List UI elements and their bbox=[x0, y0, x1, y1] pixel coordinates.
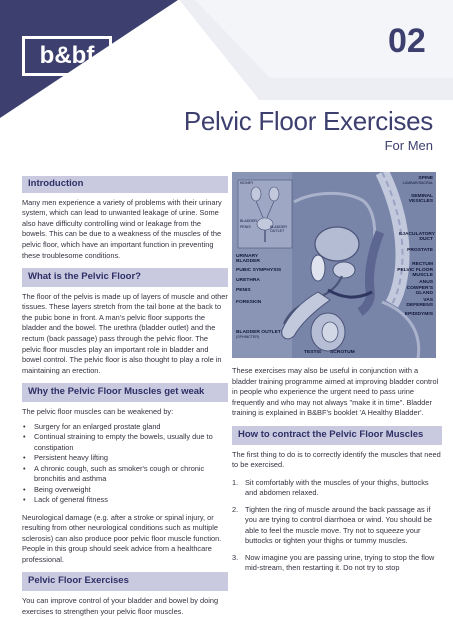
why-bullet-list bbox=[22, 422, 228, 506]
list-item: • Continual straining to empty the bowels, usually due to constipation bbox=[22, 432, 228, 453]
label-kidney: KIDNEY bbox=[240, 181, 254, 185]
label-scrotum: SCROTUM bbox=[330, 350, 355, 355]
label-epididymis: EPIDIDYMIS bbox=[404, 312, 433, 317]
label-anus: ANUS bbox=[419, 280, 433, 285]
label-prostate: PROSTATE bbox=[407, 248, 433, 253]
step-text: Now imagine you are passing urine, trying to stop the flow mid-stream, then restarting it. Do not try to stop bbox=[245, 552, 435, 573]
list-item bbox=[232, 505, 442, 547]
label-foreskin: FORESKIN bbox=[236, 300, 262, 305]
step-number: 3. bbox=[232, 552, 239, 562]
page-header bbox=[0, 0, 453, 160]
how-heading: How to contract the Pelvic Floor Muscles bbox=[232, 426, 442, 445]
pelvic-anatomy-illustration bbox=[232, 172, 436, 358]
list-item bbox=[232, 478, 442, 499]
leaflet-number: 02 bbox=[388, 22, 426, 60]
label-bladder-small: BLADDER bbox=[240, 219, 257, 223]
why-heading: Why the Pelvic Floor Muscles get weak bbox=[22, 383, 228, 402]
label-spine: SPINE bbox=[418, 176, 433, 181]
left-column bbox=[22, 176, 228, 624]
label-penis: PENIS bbox=[236, 288, 251, 293]
right-column bbox=[232, 172, 442, 580]
exercises-heading: Pelvic Floor Exercises bbox=[22, 572, 228, 591]
label-seminal-vesicles: SEMINAL VESICLES bbox=[408, 194, 433, 205]
list-item: • Being overweight bbox=[22, 485, 228, 496]
label-bladder-outlet-text: BLADDER OUTLET bbox=[236, 330, 281, 335]
label-bladder-outlet bbox=[236, 330, 286, 340]
label-spine-sub: LUMBAR/SACRAL bbox=[402, 181, 433, 185]
list-item: • Lack of general fitness bbox=[22, 495, 228, 506]
step-number: 1. bbox=[232, 477, 239, 487]
list-item bbox=[232, 553, 442, 574]
label-pelvic-floor-muscle: PELVIC FLOOR MUSCLE bbox=[397, 268, 433, 279]
page-title: Pelvic Floor Exercises bbox=[183, 106, 433, 136]
page-subtitle: For Men bbox=[384, 138, 433, 153]
label-bladder-outlet-small: BLADDER OUTLET bbox=[270, 225, 287, 233]
what-heading: What is the Pelvic Floor? bbox=[22, 268, 228, 287]
label-bladder-outlet-sub: (SPHINCTER) bbox=[236, 335, 260, 340]
list-item: • Surgery for an enlarged prostate gland bbox=[22, 422, 228, 433]
what-text: The floor of the pelvis is made up of layers of muscle and other tissues. These layers stretch from the tail bone at the back to the pubic bone in front. A man's pelvic floor supports the bladder and the bowel. The urethra (bladder outlet) and the rectum (back passage) pass through the pelvic floor. The pelvic floor muscles play an important role in bladder and bowel control. The pelvic floor is also thought to play a role in maintaining an erection. bbox=[22, 291, 228, 375]
label-ejaculatory-duct: EJACULATORY DUCT bbox=[399, 232, 436, 243]
why-intro: The pelvic floor muscles can be weakened by: bbox=[22, 406, 174, 416]
step-text: Tighten the ring of muscle around the back passage as if you are trying to control diarrhoea or wind. You should be able to feel the muscle move. Try not to squeeze your buttocks or tighten your thighs or tummy muscles. bbox=[245, 504, 432, 546]
intro-heading: Introduction bbox=[22, 176, 228, 193]
why-text: Neurological damage (e.g. after a stroke or spinal injury, or resulting from other neurological conditions such as multiple sclerosis) can also produce poor pelvic floor muscle function. People in this group should seek advice from a healthcare professional. bbox=[22, 512, 222, 564]
label-rectum: RECTUM bbox=[412, 262, 433, 267]
label-vas-deferens: VAS DEFERENS bbox=[406, 298, 433, 309]
bladder-training-text: These exercises may also be useful in conjunction with a bladder training programme aimed at improving bladder control in people who experience the urgent need to pass urine frequently and who may not always "make it in time". Bladder training is explained in B&BF's booklet 'A Healthy Bladder'. bbox=[232, 366, 439, 418]
how-steps-list bbox=[232, 478, 442, 574]
list-item: • A chronic cough, such as smoker's cough or chronic bronchitis and asthma bbox=[22, 464, 228, 485]
list-item: • Persistent heavy lifting bbox=[22, 453, 228, 464]
how-intro: The first thing to do is to correctly identify the muscles that need to be exercised. bbox=[232, 449, 441, 470]
exercises-text: You can improve control of your bladder and bowel by doing exercises to strengthen your pelvic floor muscles. bbox=[22, 596, 219, 616]
label-urethra: URETHRA bbox=[236, 278, 260, 283]
label-cowpers-gland: COWPER'S GLAND bbox=[406, 286, 433, 297]
label-testis: TESTIS bbox=[304, 350, 322, 355]
intro-text: Many men experience a variety of problems with their urinary system, which can lead to unwanted leakage of urine. Some also have difficulty controlling wind or leakage from the bowels. This can be due to a weakness of the muscles of the pelvic floor, which have an important function in preventing these troublesome conditions. bbox=[22, 197, 222, 260]
label-pubic-symphysis: PUBIC SYMPHYSIS bbox=[236, 268, 282, 273]
step-text: Sit comfortably with the muscles of your thighs, buttocks and abdomen relaxed. bbox=[245, 477, 429, 498]
label-penis-small: PENIS bbox=[240, 225, 251, 229]
label-urinary-bladder: URINARY BLADDER bbox=[236, 254, 260, 265]
step-number: 2. bbox=[232, 504, 239, 514]
logo-text: b&bf bbox=[39, 42, 95, 69]
bbf-logo bbox=[22, 36, 112, 76]
